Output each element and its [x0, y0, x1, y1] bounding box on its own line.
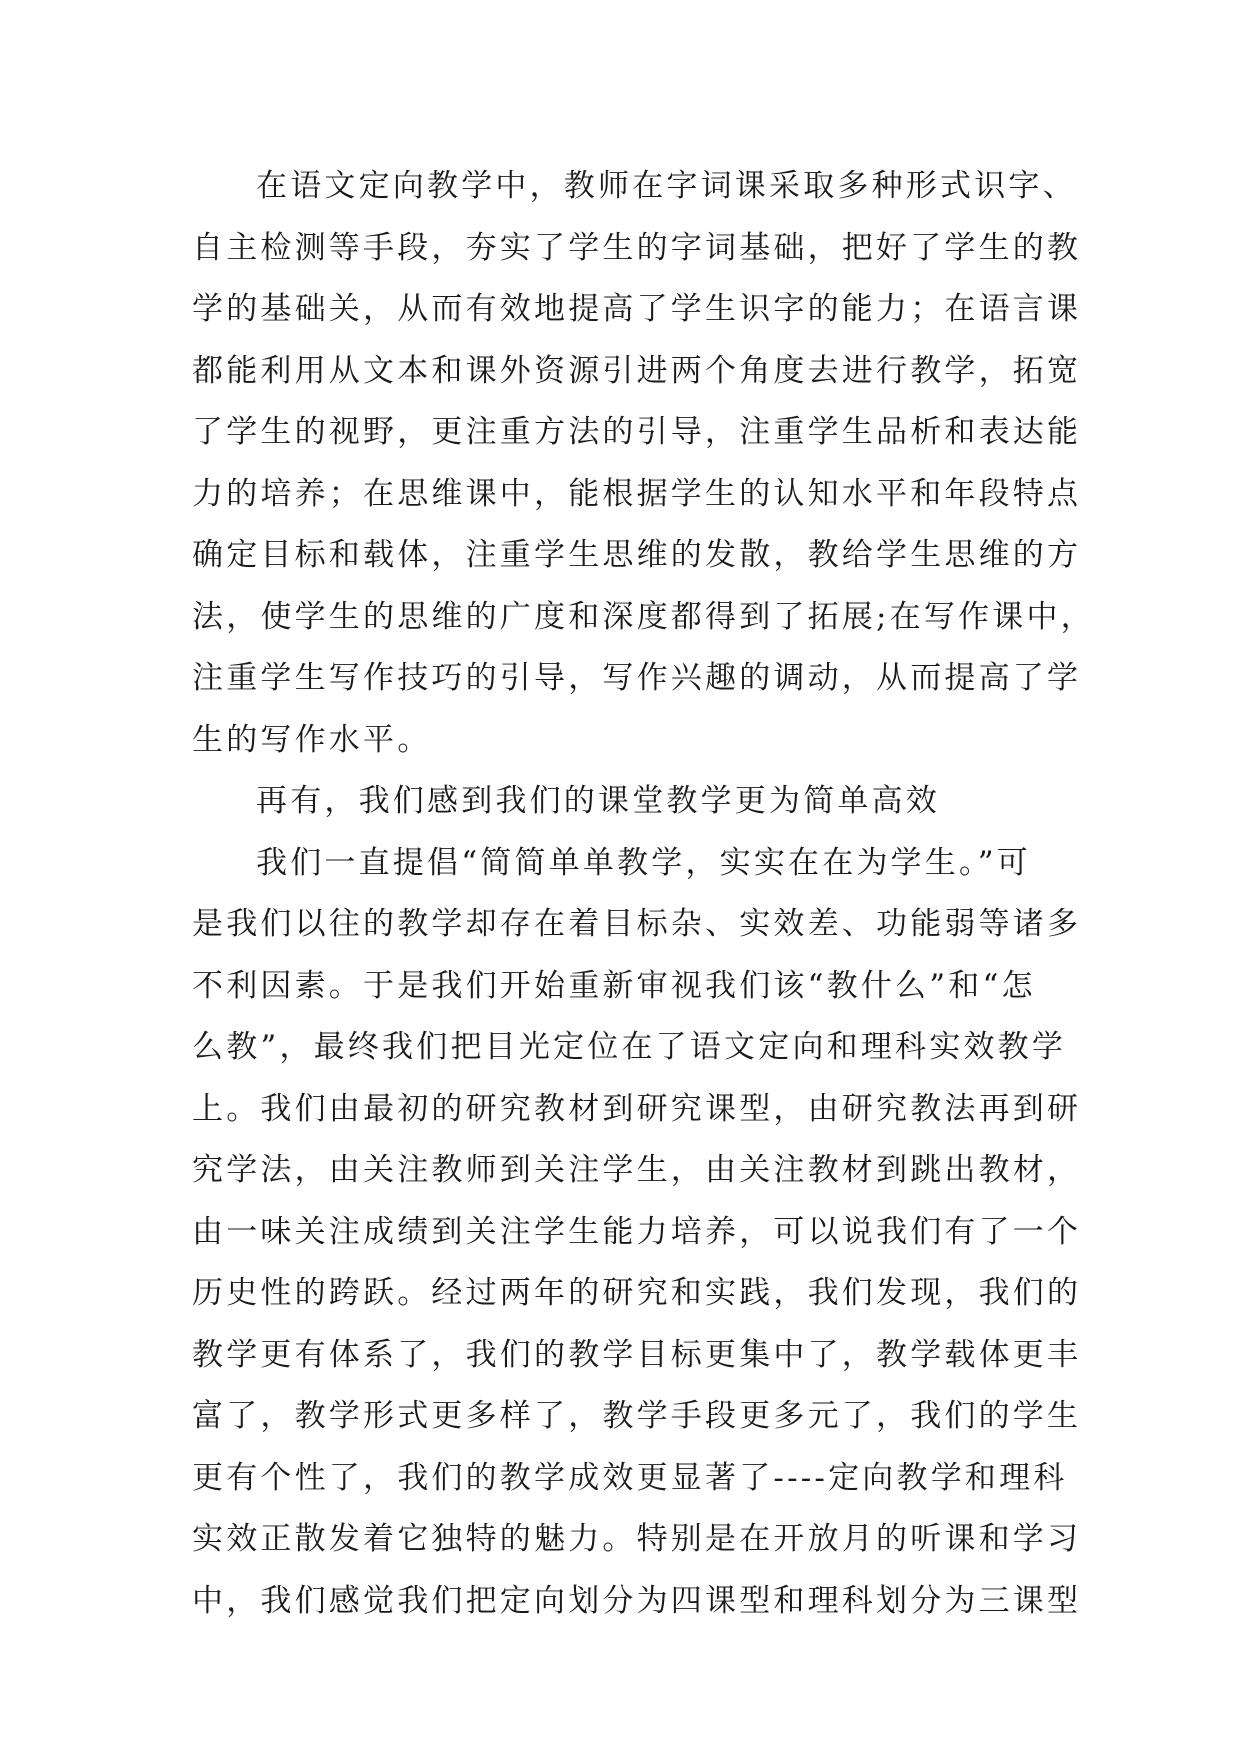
- paragraph-3-line-9: 教学更有体系了，我们的教学目标更集中了，教学载体更丰: [192, 1336, 1082, 1373]
- paragraph-1-line-6: 力的培养；在思维课中，能根据学生的认知水平和年段特点: [192, 475, 1082, 512]
- paragraph-3-line-7: 由一味关注成绩到关注学生能力培养，可以说我们有了一个: [192, 1213, 1082, 1250]
- paragraph-1-line-2: 自主检测等手段，夯实了学生的字词基础，把好了学生的教: [192, 229, 1082, 266]
- paragraph-3-line-13: 中，我们感觉我们把定向划分为四课型和理科划分为三课型: [192, 1582, 1082, 1619]
- paragraph-3-line-1: 我们一直提倡“简简单单教学，实实在在为学生。”可: [256, 844, 1031, 881]
- paragraph-1-line-9: 注重学生写作技巧的引导，写作兴趣的调动，从而提高了学: [192, 660, 1082, 696]
- paragraph-1-line-10: 生的写作水平。: [192, 721, 432, 758]
- paragraph-3-line-8: 历史性的跨跃。经过两年的研究和实践，我们发现，我们的: [192, 1275, 1082, 1311]
- paragraph-1-line-7: 确定目标和载体，注重学生思维的发散，教给学生思维的方: [192, 537, 1082, 573]
- paragraph-1-line-1: 在语文定向教学中，教师在字词课采取多种形式识字、: [256, 168, 1077, 204]
- document-body: [192, 156, 1095, 1632]
- paragraph-1-line-5: 了学生的视野，更注重方法的引导，注重学生品析和表达能: [192, 414, 1082, 450]
- paragraph-3-line-4: 么教”，最终我们把目光定位在了语文定向和理科实效教学: [192, 1029, 1067, 1065]
- paragraph-3-line-11: 更有个性了，我们的教学成效更显著了----定向教学和理科: [192, 1459, 1068, 1496]
- paragraph-3-line-10: 富了，教学形式更多样了，教学手段更多元了，我们的学生: [192, 1398, 1082, 1434]
- paragraph-1-line-4: 都能利用从文本和课外资源引进两个角度去进行教学，拓宽: [192, 352, 1082, 389]
- paragraph-3-line-6: 究学法，由关注教师到关注学生，由关注教材到跳出教材，: [192, 1152, 1082, 1188]
- paragraph-3-line-2: 是我们以往的教学却存在着目标杂、实效差、功能弱等诸多: [192, 906, 1082, 942]
- paragraph-3-line-12: 实效正散发着它独特的魅力。特别是在开放月的听课和学习: [192, 1521, 1082, 1557]
- paragraph-3-line-5: 上。我们由最初的研究教材到研究课型，由研究教法再到研: [192, 1090, 1082, 1127]
- paragraph-1-line-3: 学的基础关，从而有效地提高了学生识字的能力；在语言课: [192, 291, 1082, 327]
- paragraph-3-line-3: 不利因素。于是我们开始重新审视我们该“教什么”和“怎: [192, 967, 1036, 1004]
- paragraph-1-line-8: 法，使学生的思维的广度和深度都得到了拓展;在写作课中，: [192, 598, 1095, 635]
- paragraph-2-line-1: 再有，我们感到我们的课堂教学更为简单高效: [256, 783, 940, 819]
